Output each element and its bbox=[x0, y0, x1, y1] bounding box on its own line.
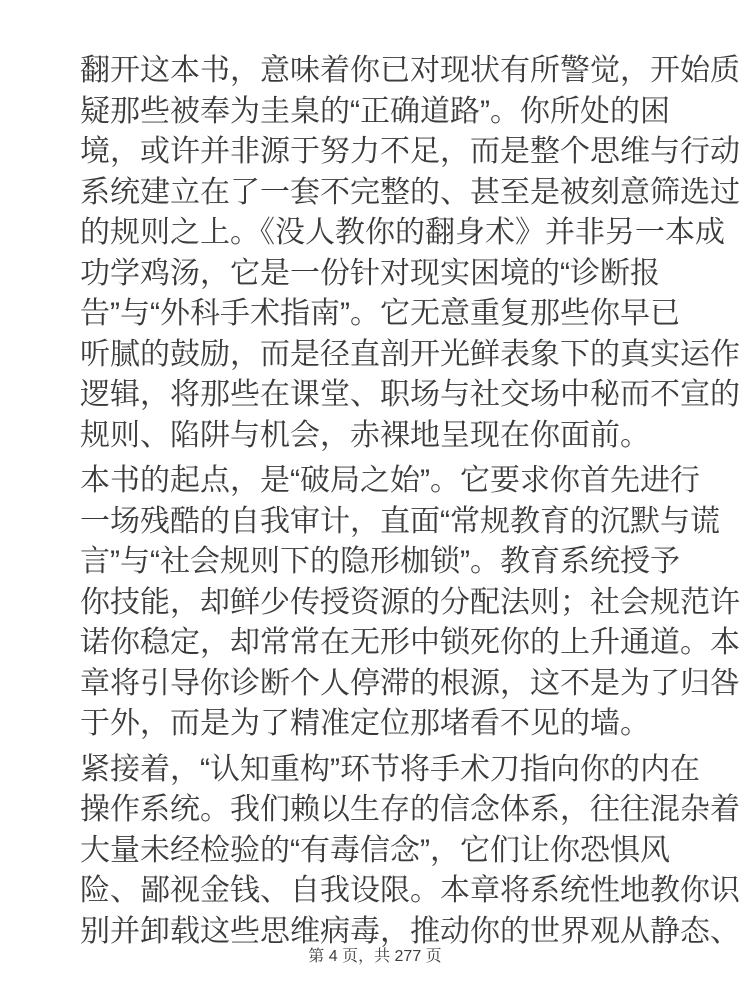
text-line: 疑那些被奉为圭臬的“正确道路”。你所处的困 bbox=[80, 94, 670, 128]
text-line: 操作系统。我们赖以生存的信念体系，往往混杂着 bbox=[80, 793, 740, 826]
text-line: 大量未经检验的“有毒信念”，它们让你恐惧风 bbox=[80, 833, 670, 867]
text-line: 险、鄙视金钱、自我设限。本章将系统性地教你识 bbox=[80, 874, 740, 907]
text-line: 规则、陷阱与机会，赤裸地呈现在你面前。 bbox=[80, 418, 650, 452]
text-line: 翻开这本书，意味着你已对现状有所警觉，开始质 bbox=[80, 54, 740, 87]
text-line: 逻辑，将那些在课堂、职场与社交场中秘而不宣的 bbox=[80, 378, 740, 411]
paragraph bbox=[80, 750, 740, 953]
text-line: 紧接着，“认知重构”环节将手术刀指向你的内在 bbox=[80, 752, 700, 786]
text-line: 于外，而是为了精准定位那堵看不见的墙。 bbox=[80, 707, 650, 740]
text-line: 诺你稳定，却常常在无形中锁死你的上升通道。本 bbox=[80, 626, 740, 659]
text-line: 本书的起点，是“破局之始”。它要求你首先进行 bbox=[80, 464, 700, 497]
text-line: 系统建立在了一套不完整的、甚至是被刻意筛选过 bbox=[80, 175, 740, 209]
text-line: 一场残酷的自我审计，直面“常规教育的沉默与谎 bbox=[80, 504, 720, 538]
paragraph bbox=[80, 461, 740, 745]
text-line: 章将引导你诊断个人停滞的根源，这不是为了归咎 bbox=[80, 666, 740, 700]
text-line: 言”与“社会规则下的隐形枷锁”。教育系统授予 bbox=[80, 545, 680, 578]
text-line: 的规则之上。《没人教你的翻身术》并非另一本成 bbox=[80, 216, 725, 249]
page-number-indicator: 第 4 页，共 277 页 bbox=[308, 948, 442, 965]
text-line: 告”与“外科手术指南”。它无意重复那些你早已 bbox=[80, 297, 680, 330]
text-line: 别并卸载这些思维病毒，推动你的世界观从静态、 bbox=[80, 914, 740, 948]
paragraph bbox=[80, 51, 740, 456]
page-text-content bbox=[80, 51, 740, 957]
text-line: 功学鸡汤，它是一份针对现实困境的“诊断报 bbox=[80, 256, 660, 290]
text-line: 听腻的鼓励，而是径直剖开光鲜表象下的真实运作 bbox=[80, 337, 740, 371]
text-line: 境，或许并非源于努力不足，而是整个思维与行动 bbox=[80, 135, 740, 168]
text-line: 你技能，却鲜少传授资源的分配法则；社会规范许 bbox=[80, 585, 740, 619]
